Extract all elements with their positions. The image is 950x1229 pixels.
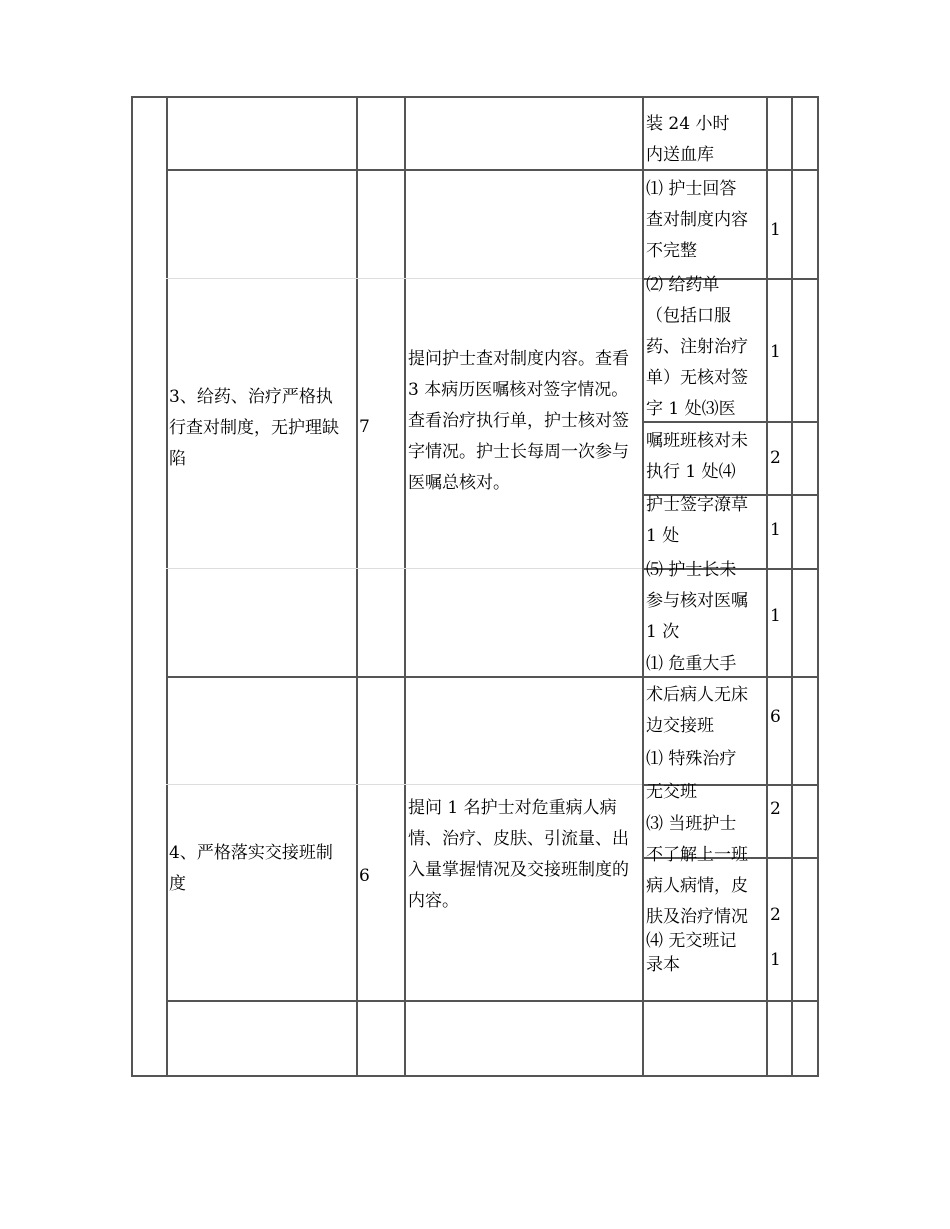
deduction-line: ⑷ 无交班记: [646, 931, 737, 951]
deduction-line: ⑴ 护士回答: [646, 179, 737, 199]
deduction-line: 肤及治疗情况: [646, 907, 748, 927]
item3-method: 提问护士查对制度内容。查看 3 本病历医嘱核对签字情况。查看治疗执行单，护士核对签字情况。护士长每周一次参与医嘱总核对。: [408, 349, 629, 493]
deduction-line: 录本: [646, 955, 680, 975]
deduction-line: ⑵ 给药单: [646, 275, 720, 295]
points-value: 1: [770, 520, 781, 540]
deduction-line: 药、注射治疗: [646, 337, 748, 357]
points-value: 1: [770, 220, 781, 240]
deduction-line: 参与核对医嘱: [646, 591, 748, 611]
deduction-line: ⑴ 危重大手: [646, 654, 737, 674]
deduction-cont-line: 内送血库: [646, 145, 714, 165]
deduction-line: 不了解上一班: [646, 845, 748, 865]
item4-label: 4、严格落实交接班制度: [169, 843, 333, 894]
points-value: 6: [770, 707, 781, 727]
deduction-line: 边交接班: [646, 716, 714, 736]
deduction-line: 无交班: [646, 782, 697, 802]
deduction-line: 1 处: [646, 526, 680, 546]
deduction-line: 嘱班班核对未: [646, 431, 748, 451]
points-value: 1: [770, 950, 781, 970]
points-value: 2: [770, 799, 781, 819]
points-value: 2: [770, 448, 781, 468]
deduction-line: ⑴ 特殊治疗: [646, 749, 737, 769]
item3-score: 7: [359, 417, 370, 437]
item3-label: 3、给药、治疗严格执行查对制度，无护理缺陷: [169, 387, 339, 469]
points-value: 2: [770, 905, 781, 925]
item4-score: 6: [359, 866, 370, 886]
deduction-line: 单）无核对签: [646, 368, 748, 388]
deduction-line: ⑸ 护士长未: [646, 560, 737, 580]
deduction-line: 术后病人无床: [646, 685, 748, 705]
deduction-line: 1 次: [646, 622, 680, 642]
deduction-cont-line: 装 24 小时: [646, 114, 730, 134]
deduction-line: 不完整: [646, 241, 697, 261]
deduction-line: 查对制度内容: [646, 210, 748, 230]
deduction-line: 护士签字潦草: [646, 495, 748, 515]
deduction-line: （包括口服: [646, 306, 731, 326]
item4-method: 提问 1 名护士对危重病人病情、治疗、皮肤、引流量、出入量掌握情况及交接班制度的内容。: [408, 798, 629, 911]
deduction-line: ⑶ 当班护士: [646, 814, 737, 834]
points-value: 1: [770, 342, 781, 362]
deduction-line: 字 1 处⑶医: [646, 399, 736, 419]
deduction-line: 执行 1 处⑷: [646, 462, 736, 482]
points-value: 1: [770, 606, 781, 626]
deduction-line: 病人病情，皮: [646, 876, 748, 896]
